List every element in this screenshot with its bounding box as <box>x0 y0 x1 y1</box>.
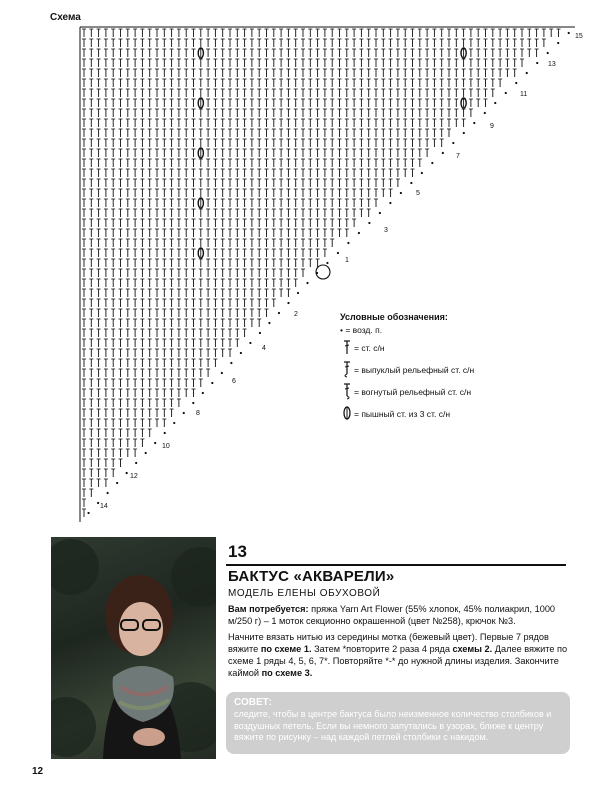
chain-dot <box>442 152 444 154</box>
chain-dot <box>463 132 465 134</box>
back-post-dc-icon <box>340 382 354 403</box>
stitch-row <box>82 319 271 327</box>
instructions-bold: по схеме 1. <box>260 644 312 654</box>
row-number-label: 13 <box>548 61 556 68</box>
chain-dot <box>347 242 349 244</box>
model-photo-illustration <box>51 537 216 759</box>
chain-dot <box>547 52 549 54</box>
row-number-label: 8 <box>196 410 200 417</box>
instructions-text: Затем *повторите 2 раза 4 ряда <box>311 644 453 654</box>
stitch-row <box>82 48 549 58</box>
tip-box <box>226 692 570 754</box>
stitch-row <box>82 279 309 287</box>
stitch-row <box>82 239 350 247</box>
chain-dot <box>154 442 156 444</box>
stitch-row <box>82 429 166 437</box>
stitch-row <box>82 419 175 427</box>
stitch-row <box>82 248 339 258</box>
stitch-row <box>82 98 496 108</box>
stitch-row <box>82 409 185 417</box>
chain-dot <box>484 112 486 114</box>
chain-dot <box>557 42 559 44</box>
legend-item-dc <box>340 337 474 359</box>
chain-dot <box>568 32 570 34</box>
row-number-label: 5 <box>416 190 420 197</box>
stitch-row <box>82 29 570 37</box>
chain-dot <box>126 472 128 474</box>
stitch-row <box>82 89 507 97</box>
chain-dot <box>326 262 328 264</box>
row-number-label: 7 <box>456 153 460 160</box>
stitch-row <box>82 189 402 197</box>
chain-dot <box>173 422 175 424</box>
instructions-paragraph <box>228 631 570 679</box>
stitch-row <box>82 229 360 237</box>
stitch-row <box>82 269 318 277</box>
chain-dot <box>368 222 370 224</box>
legend <box>340 312 474 425</box>
stitch-row <box>82 299 290 307</box>
magic-ring-icon <box>316 265 330 279</box>
stitch-row <box>82 159 433 167</box>
chain-dot <box>116 482 118 484</box>
chain-dot <box>107 492 109 494</box>
row-number-label: 6 <box>232 378 236 385</box>
stitch-row <box>82 259 329 267</box>
article-body <box>228 603 570 683</box>
stitch-row <box>82 39 559 47</box>
chain-dot <box>87 512 89 514</box>
chain-dot <box>306 282 308 284</box>
chain-dot <box>536 62 538 64</box>
chain-dot <box>259 332 261 334</box>
stitch-row <box>82 289 299 297</box>
stitch-row <box>82 219 371 227</box>
legend-item-text: = пышный ст. из 3 ст. с/н <box>354 408 451 419</box>
stitch-row <box>82 169 423 177</box>
stitch-row <box>82 59 538 67</box>
chain-dot <box>473 122 475 124</box>
chain-dot <box>202 392 204 394</box>
stitch-row <box>82 379 213 387</box>
row-number-label: 2 <box>294 311 298 318</box>
legend-item-front-post <box>340 359 474 381</box>
stitch-row <box>82 509 90 517</box>
chain-dot <box>164 432 166 434</box>
instructions-text: Начните вязать нитью из середины мотка (бежевый цвет). Первые 7 рядов вяжите <box>228 632 549 654</box>
stitch-row <box>82 459 137 467</box>
row-number-label: 15 <box>575 33 583 40</box>
puff-stitch-icon <box>340 405 354 424</box>
chain-dot <box>230 362 232 364</box>
stitch-row <box>82 139 454 147</box>
row-number-label: 3 <box>384 227 388 234</box>
chain-dot <box>526 72 528 74</box>
stitch-row <box>82 349 242 357</box>
tip-title: СОВЕТ: <box>234 697 272 708</box>
chain-dot <box>505 92 507 94</box>
chain-dot <box>192 402 194 404</box>
stitch-row <box>82 389 204 397</box>
requirements-label: Вам потребуется: <box>228 604 309 614</box>
row-number-label: 11 <box>520 91 528 98</box>
schema-label: Схема <box>50 12 81 23</box>
legend-item-text: • = возд. п. <box>340 324 383 335</box>
chain-dot <box>240 352 242 354</box>
chain-dot <box>379 212 381 214</box>
chain-dot <box>145 452 147 454</box>
stitch-row <box>82 198 391 208</box>
stitch-row <box>82 399 194 407</box>
row-number-label: 10 <box>162 443 170 450</box>
chain-dot <box>421 172 423 174</box>
chain-dot <box>400 192 402 194</box>
chain-dot <box>278 312 280 314</box>
stitch-row <box>82 359 232 367</box>
article-title: БАКТУС «АКВАРЕЛИ» <box>228 568 395 585</box>
chain-dot <box>268 322 270 324</box>
legend-item-chain <box>340 323 474 337</box>
requirements-text: пряжа Yarn Art Flower (55% хлопок, 45% полиакрил, 1000 м/250 г) – 1 моток секционно окрашенной (цвет №258), крючок №3. <box>228 604 556 626</box>
row-number-label: 4 <box>262 345 266 352</box>
chain-dot <box>97 502 99 504</box>
stitch-row <box>82 339 252 347</box>
stitch-row <box>82 129 465 137</box>
chain-dot <box>358 232 360 234</box>
chain-dot <box>337 252 339 254</box>
stitch-row <box>82 329 261 337</box>
legend-item-text: = ст. с/н <box>354 342 385 353</box>
instructions-bold: по схеме 3. <box>261 668 313 678</box>
stitch-row <box>82 209 381 217</box>
chain-dot <box>249 342 251 344</box>
chain-dot <box>287 302 289 304</box>
instructions-bold: схемы 2. <box>452 644 493 654</box>
stitch-row <box>82 179 412 187</box>
stitch-row <box>82 499 99 507</box>
stitch-row <box>82 148 444 158</box>
chain-dot <box>389 202 391 204</box>
chain-dot <box>515 82 517 84</box>
page-number: 12 <box>32 766 44 777</box>
article-rule <box>226 564 566 566</box>
chain-dot <box>494 102 496 104</box>
stitch-row <box>82 489 109 497</box>
legend-item-text: = вогнутый рельефный ст. с/н <box>354 386 472 397</box>
requirements-paragraph <box>228 603 570 627</box>
legend-item-back-post <box>340 381 474 403</box>
stitch-row <box>82 369 223 377</box>
model-photo <box>51 537 216 759</box>
legend-item-text: = выпуклый рельефный ст. с/н <box>354 364 475 375</box>
chain-dot <box>431 162 433 164</box>
stitch-row <box>82 479 118 487</box>
article-subtitle: МОДЕЛЬ ЕЛЕНЫ ОБУХОВОЙ <box>228 588 381 599</box>
stitch-row <box>82 309 280 317</box>
article-number: 13 <box>228 542 247 561</box>
legend-item-puff <box>340 403 474 425</box>
stitch-row <box>82 449 147 457</box>
tip-text: следите, чтобы в центре бактуса было неизменное количество столбиков и воздушных петель. Если вы немного запутались в узорах, ближе к центру вяжите по рисунку – над каждой петлей столбики с накидом. <box>234 709 552 742</box>
stitch-row <box>82 79 517 87</box>
stitch-row <box>82 69 528 77</box>
row-number-label: 12 <box>130 473 138 480</box>
stitch-row <box>82 119 475 127</box>
chain-dot <box>297 292 299 294</box>
row-number-label: 14 <box>100 503 108 510</box>
double-crochet-icon <box>340 339 354 358</box>
stitch-row <box>82 439 156 447</box>
stitch-row <box>82 109 486 117</box>
legend-title: Условные обозначения: <box>340 312 448 322</box>
chain-dot <box>452 142 454 144</box>
chain-dot <box>211 382 213 384</box>
chain-dot <box>135 462 137 464</box>
front-post-dc-icon <box>340 360 354 381</box>
stitch-row <box>82 469 128 477</box>
chain-dot <box>410 182 412 184</box>
chain-dot <box>221 372 223 374</box>
row-number-label: 9 <box>490 123 494 130</box>
row-number-label: 1 <box>345 257 349 264</box>
chain-dot <box>183 412 185 414</box>
instructions-text: Далее вяжите по схеме 1 ряды 4, 5, 6, 7*. Повторяйте *-* до нужной длины изделия. Закончите каймой <box>228 644 568 678</box>
